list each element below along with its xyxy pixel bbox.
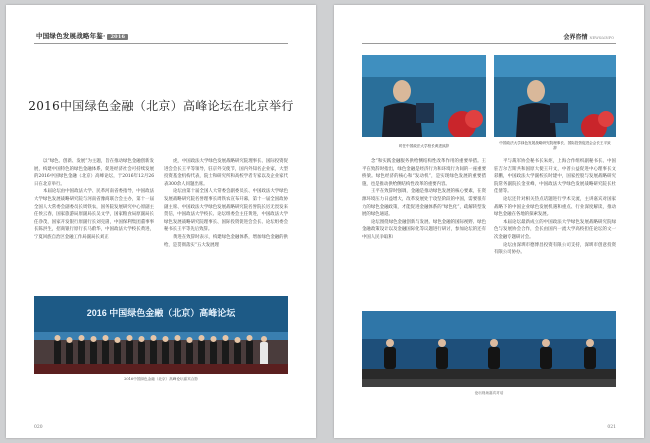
group-photo xyxy=(34,296,288,374)
paragraph: 论坛由深圳市德博昌投资有限公司支持，深圳市创意投资有限公司协办。 xyxy=(494,242,616,256)
paragraph: 以“绿色、创新、发展”为主题，旨在推动绿色金融创新发展，构建中国特色的绿色金融体系，促进经济社会可持续发展的2016中国绿色金融（北京）高峰论坛，于2016年12月26日在北京举行。 xyxy=(34,159,154,187)
speaker-caption-1: 时任中国政法大学校长黄进致辞 xyxy=(398,144,450,148)
left-page xyxy=(6,5,316,438)
text-column-2 xyxy=(164,158,288,249)
header-rule xyxy=(362,43,616,44)
section-name: 会界咨情 xyxy=(563,34,588,41)
banner-text: 2016 中国绿色金融（北京）高峰论坛 xyxy=(86,308,236,318)
running-header xyxy=(36,31,128,40)
paragraph: 论坛由第十届全国人大常委会副委员长、中国政法大学绿色发展战略研究院名誉理事长周铁农宣布开幕，第十一届全国政协副主席、中国政法大学绿色发展战略研究院名誉院长厉无畏发来贺信，中国政法大学校长、论坛组委会主任黄进，中国政法大学绿色发展战略研究院理事长、国际投资促进会会长、论坛组委会秘书长王平等先后致辞。 xyxy=(164,189,288,233)
panel-photo xyxy=(362,311,616,387)
speaker-caption-2: 中国政法大学绿色发展战略研究院理事长、国际投资促进会会长王平致辞 xyxy=(499,141,611,150)
paragraph: 虎，中国政法大学绿色发展战略研究院理事长、国际投资促进会会长王平等领导，驻京外交使节，国内外知名企业家，大型投资基金机构代表，院士和研究所和高校学者专家以及企业家代表300余人同题出席。 xyxy=(164,159,288,187)
right-page xyxy=(334,5,644,438)
speaker-photo-1-illustration xyxy=(362,55,486,137)
paragraph: 王平在致辞时强调，金融是推动绿色发展的核心要素，在资源环境压力日益增大，改革发展处于攻坚阶段的中国，需要很有力的绿色金融政策，才能促进金融体系的“绿色化”，疏解转型发展的绿色通道。 xyxy=(362,189,486,218)
section-sub: NEWS&INFO xyxy=(589,36,614,40)
header-rule xyxy=(34,43,288,44)
article-title: 2016中国绿色金融（北京）高峰论坛在北京举行 xyxy=(28,99,294,113)
speaker-photo-2 xyxy=(494,55,616,137)
paragraph: 本届论坛由中国政法大学、民革河南省委指导，中国政法大学绿色发展战略研究院与河南省豫商联合会主办，第十一届全国人大常委会副委员长周铁农，国务院发展研究中心原副主任侯云春，国家旅游局原副局长吴文学，国家粮食局原副局长任净茂，国家开发银行原副行长刘克崮，中国保利集团董事事长陈洪生，招商银行原行长马蔚华，中国政法大学校长黄进，宁夏回族自治区金融工作局副局长刘正 xyxy=(34,189,154,240)
panel-photo-caption: 论坛现场嘉宾对话 xyxy=(474,391,504,395)
paragraph: 本届论坛最新成立的中国政法大学绿色发展战略研究院绿色与发展协会合作，会长由国内一流大学高校担任论坛的文一次金融专题研讨会。 xyxy=(494,219,616,240)
journal-name: 中国绿色发展战略年鉴· xyxy=(36,32,106,40)
paragraph: 黄进在致辞时表示，构建绿色金融体系，增加绿色金融的供给，是贯彻落实“五大发展理 xyxy=(164,234,288,248)
group-photo-illustration xyxy=(34,296,288,374)
text-column-1 xyxy=(362,158,486,242)
group-photo-caption: 2016中国绿色金融（北京）高峰论坛嘉宾合影 xyxy=(124,377,198,381)
paragraph: 念”和实践金融服务供给侧结构性改革作用的重要举措。王平在致辞时指出，绿色金融是经济行为和环境行为间的一座重要桥梁。绿色经济的核心和“发动机”，是实现绿色发展的重要措施，也是推动供给侧结构性改革的重要内容。 xyxy=(362,159,486,187)
running-header xyxy=(564,32,615,41)
page-number: 020 xyxy=(34,425,43,430)
speaker-photo-2-illustration xyxy=(494,55,616,137)
paragraph: 论坛围绕绿色金融创新与发展、绿色金融的国际视野、绿色金融政策设计以及金融国际化等议题进行研讨，参加论坛的还有中国人民争取和 xyxy=(362,219,486,240)
year-badge: 2016 xyxy=(107,34,128,40)
paragraph: 论坛还针对相关热点话题进行学术交流，主讲嘉宾对国家战略下的中国企业绿色发展机遇和重点、行业深度解读，推动绿色金融在各地的探索发展。 xyxy=(494,196,616,218)
panel-photo-illustration xyxy=(362,311,616,387)
paragraph: 平与裁军协会秘书长朱炬，上海合作组织副秘书长、中国驻吉尔吉斯共和国原大使王开文，中普公益促进中心理事长文彩鹏，中国政法大学副校长时建中，国家控股与发展战略研究院常务副院长金亚峰，中国政法大学绿色发展战略研究院长杜佳倩等。 xyxy=(494,159,616,195)
text-column-1 xyxy=(34,158,154,242)
speaker-photo-1 xyxy=(362,55,486,137)
page-number: 021 xyxy=(607,425,616,430)
text-column-2 xyxy=(494,158,616,257)
